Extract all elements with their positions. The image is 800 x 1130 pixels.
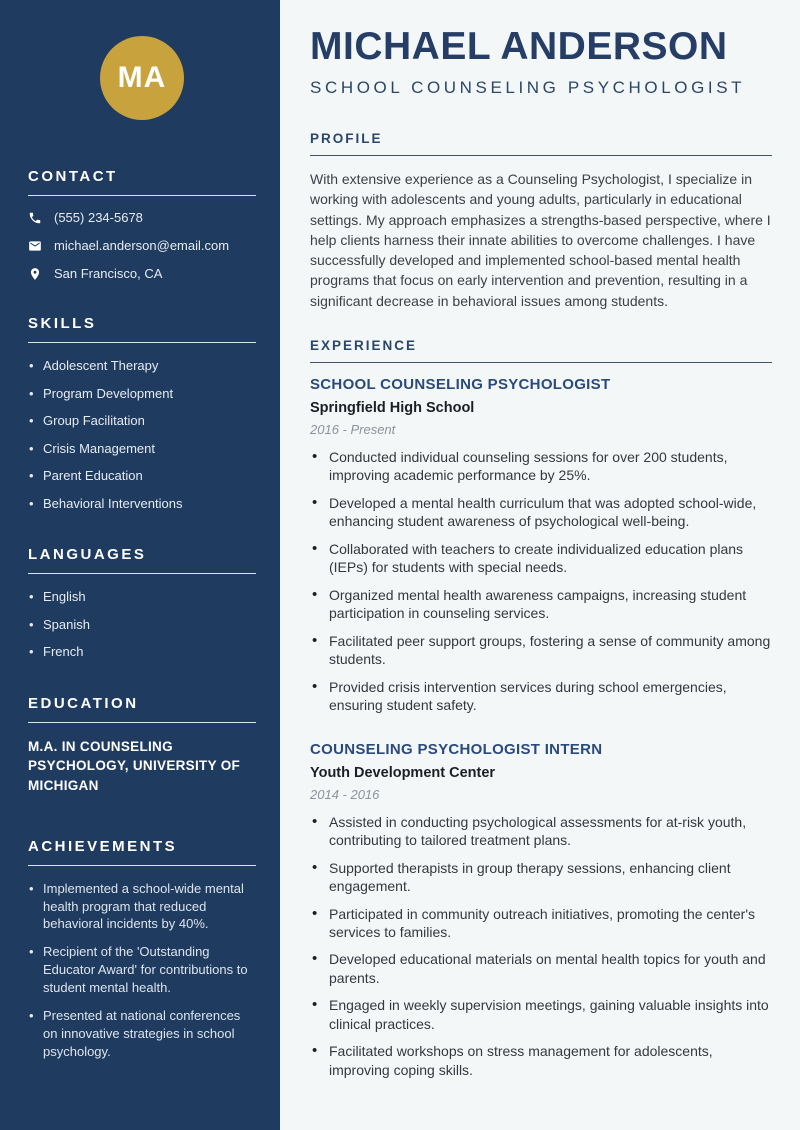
- language-item: • French: [28, 643, 256, 661]
- main-content: [280, 0, 800, 1130]
- achievements-list: [28, 880, 256, 1061]
- education-divider: [28, 722, 256, 723]
- job-dates: 2016 - Present: [310, 422, 396, 438]
- location-pin-icon: [28, 267, 42, 281]
- languages-section: [28, 546, 256, 661]
- job-bullet: • Conducted individual counseling sessions for over 200 students, improving academic performance by 25%.: [310, 448, 772, 485]
- job-company: Springfield High School: [310, 400, 475, 417]
- job-bullet: • Developed a mental health curriculum that was adopted school-wide, enhancing student awareness of psychological well-being.: [310, 494, 772, 531]
- skill-item: • Parent Education: [28, 467, 256, 485]
- skill-item: • Adolescent Therapy: [28, 357, 256, 375]
- job-bullet: • Facilitated peer support groups, fostering a sense of community among students.: [310, 632, 772, 669]
- job-bullet: • Assisted in conducting psychological assessments for at-risk youth, contributing to tailored treatment plans.: [310, 813, 772, 850]
- achievement-item: • Presented at national conferences on innovative strategies in school psychology.: [28, 1007, 256, 1061]
- education-section-title: EDUCATION: [28, 694, 139, 712]
- contact-email-text: michael.anderson@email.com: [54, 238, 230, 253]
- job-bullet: • Organized mental health awareness campaigns, increasing student participation in counseling services.: [310, 586, 772, 623]
- job-title: SCHOOL COUNSELING PSYCHOLOGIST: [310, 376, 611, 394]
- job-bullet: • Supported therapists in group therapy sessions, enhancing client engagement.: [310, 859, 772, 896]
- languages-section-title: LANGUAGES: [28, 546, 147, 564]
- skills-divider: [28, 342, 256, 343]
- contact-location-text: San Francisco, CA: [54, 266, 163, 281]
- profile-section-title: PROFILE: [310, 130, 383, 146]
- language-item: • English: [28, 588, 256, 606]
- sidebar: [0, 0, 280, 1130]
- person-role: SCHOOL COUNSELING PSYCHOLOGIST: [310, 77, 746, 97]
- achievements-divider: [28, 865, 256, 866]
- achievements-section: [28, 838, 256, 1061]
- skill-item: • Group Facilitation: [28, 412, 256, 430]
- experience-rule: [310, 362, 772, 363]
- skill-item: • Crisis Management: [28, 440, 256, 458]
- job-company: Youth Development Center: [310, 764, 496, 781]
- job-bullet: • Developed educational materials on mental health topics for youth and parents.: [310, 950, 772, 987]
- profile-section: [310, 131, 772, 311]
- achievement-item: • Recipient of the 'Outstanding Educator Award' for contributions to student mental health.: [28, 943, 256, 997]
- skill-item: • Behavioral Interventions: [28, 495, 256, 513]
- language-item: • Spanish: [28, 616, 256, 634]
- contact-divider: [28, 195, 256, 196]
- education-degree: M.A. IN COUNSELING PSYCHOLOGY, UNIVERSITY OF MICHIGAN: [28, 738, 241, 794]
- contact-section: [28, 168, 256, 281]
- avatar: [100, 36, 184, 120]
- phone-icon: [28, 211, 42, 225]
- job-bullet: • Engaged in weekly supervision meetings, gaining valuable insights into clinical practices.: [310, 996, 772, 1033]
- achievements-section-title: ACHIEVEMENTS: [28, 837, 178, 855]
- skill-item: • Program Development: [28, 385, 256, 403]
- avatar-wrap: [28, 36, 256, 120]
- job-title: COUNSELING PSYCHOLOGIST INTERN: [310, 740, 603, 758]
- profile-rule: [310, 155, 772, 156]
- contact-row-phone: [28, 210, 256, 225]
- languages-divider: [28, 573, 256, 574]
- contact-section-title: CONTACT: [28, 168, 118, 185]
- job-bullet: • Provided crisis intervention services during school emergencies, ensuring student safety.: [310, 678, 772, 715]
- education-section: [28, 695, 256, 796]
- contact-phone-text: (555) 234-5678: [54, 210, 143, 225]
- job-dates: 2014 - 2016: [310, 786, 380, 802]
- job-bullet: • Facilitated workshops on stress management for adolescents, improving coping skills.: [310, 1042, 772, 1079]
- languages-list: [28, 588, 256, 661]
- avatar-initials: MA: [117, 61, 167, 94]
- job-entry-2: [310, 741, 772, 1080]
- job-bullet-list: [310, 813, 772, 1080]
- job-bullet-list: [310, 448, 772, 715]
- skills-section-title: SKILLS: [28, 315, 97, 332]
- contact-row-location: [28, 266, 256, 281]
- email-icon: [28, 239, 42, 253]
- experience-section-title: EXPERIENCE: [310, 338, 418, 354]
- skills-list: [28, 357, 256, 512]
- profile-text: With extensive experience as a Counseling Psychologist, I specialize in working with adolescents and young adults, particularly in educational settings. My approach emphasizes a strengths-based perspective, where I help clients harness their innate abilities to overcome challenges. I have successfully developed and implemented school-based mental health programs that focus on early intervention and prevention, resulting in a significant decrease in behavioral issues among students.: [310, 170, 771, 309]
- achievement-item: • Implemented a school-wide mental health program that reduced behavioral incidents by 40%.: [28, 880, 256, 934]
- person-name: MICHAEL ANDERSON: [310, 25, 728, 68]
- job-bullet: • Participated in community outreach initiatives, promoting the center's services to families.: [310, 905, 772, 942]
- contact-row-email: [28, 238, 256, 253]
- experience-section: [310, 338, 772, 1079]
- skills-section: [28, 315, 256, 512]
- job-entry-1: [310, 376, 772, 715]
- job-bullet: • Collaborated with teachers to create individualized education plans (IEPs) for students with special needs.: [310, 540, 772, 577]
